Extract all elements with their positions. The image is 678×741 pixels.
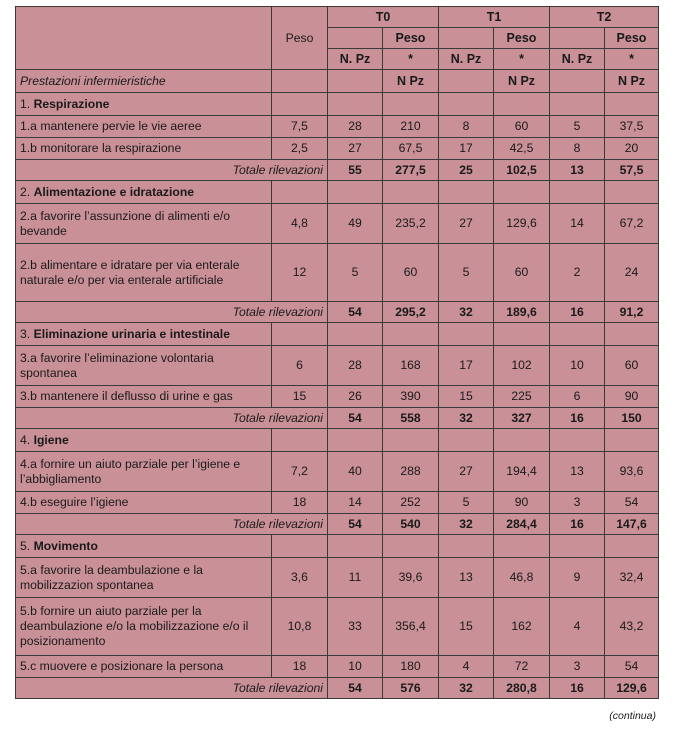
item-value: 90 — [605, 386, 659, 408]
item-label: 2.a favorire l’assunzione di alimenti e/o bevande — [16, 204, 272, 244]
total-label: Totale rilevazioni — [16, 678, 328, 699]
table-row — [16, 386, 659, 408]
item-value: 356,4 — [383, 598, 439, 656]
item-value: 6 — [550, 386, 605, 408]
item-peso: 18 — [272, 492, 328, 514]
empty-cell — [550, 535, 605, 558]
header-empty-cell — [328, 70, 383, 93]
empty-cell — [550, 181, 605, 204]
total-label: Totale rilevazioni — [16, 514, 328, 535]
item-value: 235,2 — [383, 204, 439, 244]
item-value: 8 — [439, 116, 494, 138]
total-row — [16, 302, 659, 323]
header-star-label: * — [383, 49, 439, 70]
table-row — [16, 204, 659, 244]
empty-cell — [383, 535, 439, 558]
item-value: 27 — [439, 452, 494, 492]
item-value: 3 — [550, 492, 605, 514]
empty-cell — [439, 535, 494, 558]
item-peso: 12 — [272, 244, 328, 302]
total-label: Totale rilevazioni — [16, 302, 328, 323]
item-value: 13 — [550, 452, 605, 492]
total-value: 54 — [328, 514, 383, 535]
item-value: 5 — [328, 244, 383, 302]
total-value: 54 — [328, 678, 383, 699]
header-empty-cell — [328, 28, 383, 49]
item-value: 129,6 — [494, 204, 550, 244]
empty-cell — [328, 429, 383, 452]
empty-cell — [383, 429, 439, 452]
header-t2: T2 — [550, 7, 659, 28]
table-row — [16, 138, 659, 160]
item-peso: 18 — [272, 656, 328, 678]
section-title-text: Eliminazione urinaria e intestinale — [33, 326, 230, 341]
item-value: 67,5 — [383, 138, 439, 160]
total-value: 16 — [550, 302, 605, 323]
total-value: 32 — [439, 408, 494, 429]
total-value: 32 — [439, 302, 494, 323]
item-value: 39,6 — [383, 558, 439, 598]
empty-cell — [383, 181, 439, 204]
item-value: 14 — [328, 492, 383, 514]
empty-cell — [272, 535, 328, 558]
header-peso-label: Peso — [605, 28, 659, 49]
header-empty-cell — [439, 70, 494, 93]
section-number: 3. — [20, 326, 31, 341]
item-value: 49 — [328, 204, 383, 244]
empty-cell — [272, 429, 328, 452]
header-peso-label: Peso — [383, 28, 439, 49]
empty-cell — [272, 93, 328, 116]
header-star-label: * — [605, 49, 659, 70]
empty-cell — [494, 535, 550, 558]
section-row — [16, 535, 659, 558]
item-label: 5.b fornire un aiuto parziale per la deambulazione e/o la mobilizzazione e/o il posizionamento — [16, 598, 272, 656]
empty-cell — [605, 323, 659, 346]
total-value: 189,6 — [494, 302, 550, 323]
total-value: 57,5 — [605, 160, 659, 181]
table-row — [16, 598, 659, 656]
total-value: 55 — [328, 160, 383, 181]
header-t0: T0 — [328, 7, 439, 28]
empty-cell — [439, 323, 494, 346]
item-value: 60 — [383, 244, 439, 302]
item-value: 9 — [550, 558, 605, 598]
empty-cell — [383, 93, 439, 116]
total-value: 147,6 — [605, 514, 659, 535]
empty-cell — [550, 429, 605, 452]
total-value: 16 — [550, 514, 605, 535]
item-value: 13 — [439, 558, 494, 598]
total-value: 150 — [605, 408, 659, 429]
item-value: 60 — [494, 116, 550, 138]
item-value: 54 — [605, 656, 659, 678]
item-label: 1.b monitorare la respirazione — [16, 138, 272, 160]
item-value: 225 — [494, 386, 550, 408]
header-npz-unit: N Pz — [494, 70, 550, 93]
section-number: 1. — [20, 96, 31, 111]
total-value: 54 — [328, 408, 383, 429]
section-row — [16, 93, 659, 116]
header-npz-unit: N Pz — [605, 70, 659, 93]
item-value: 4 — [550, 598, 605, 656]
item-peso: 3,6 — [272, 558, 328, 598]
total-row — [16, 408, 659, 429]
item-value: 37,5 — [605, 116, 659, 138]
total-value: 327 — [494, 408, 550, 429]
total-value: 295,2 — [383, 302, 439, 323]
empty-cell — [494, 429, 550, 452]
empty-cell — [328, 323, 383, 346]
empty-cell — [494, 93, 550, 116]
item-peso: 2,5 — [272, 138, 328, 160]
section-title-text: Movimento — [33, 538, 98, 553]
section-title — [16, 181, 272, 204]
total-value: 129,6 — [605, 678, 659, 699]
item-value: 27 — [439, 204, 494, 244]
header-corner — [16, 7, 272, 70]
item-value: 26 — [328, 386, 383, 408]
empty-cell — [383, 323, 439, 346]
item-value: 42,5 — [494, 138, 550, 160]
total-value: 558 — [383, 408, 439, 429]
item-value: 5 — [439, 244, 494, 302]
section-row — [16, 181, 659, 204]
item-value: 93,6 — [605, 452, 659, 492]
item-value: 10 — [550, 346, 605, 386]
table-row — [16, 116, 659, 138]
empty-cell — [605, 535, 659, 558]
item-value: 72 — [494, 656, 550, 678]
table-row — [16, 346, 659, 386]
header-empty-cell — [439, 28, 494, 49]
table-row — [16, 244, 659, 302]
section-number: 5. — [20, 538, 31, 553]
total-value: 91,2 — [605, 302, 659, 323]
empty-cell — [328, 535, 383, 558]
empty-cell — [605, 93, 659, 116]
row-label-prestazioni: Prestazioni infermieristiche — [16, 70, 272, 93]
item-value: 288 — [383, 452, 439, 492]
item-peso: 6 — [272, 346, 328, 386]
total-value: 32 — [439, 514, 494, 535]
item-value: 162 — [494, 598, 550, 656]
empty-cell — [328, 181, 383, 204]
item-value: 3 — [550, 656, 605, 678]
item-value: 194,4 — [494, 452, 550, 492]
table-row — [16, 492, 659, 514]
item-value: 17 — [439, 346, 494, 386]
item-peso: 10,8 — [272, 598, 328, 656]
item-label: 5.c muovere e posizionare la persona — [16, 656, 272, 678]
section-title-text: Respirazione — [33, 96, 110, 111]
header-t1: T1 — [439, 7, 550, 28]
total-label: Totale rilevazioni — [16, 408, 328, 429]
item-value: 15 — [439, 386, 494, 408]
item-label: 4.b eseguire l’igiene — [16, 492, 272, 514]
item-label: 3.b mantenere il deflusso di urine e gas — [16, 386, 272, 408]
section-number: 4. — [20, 432, 31, 447]
item-value: 32,4 — [605, 558, 659, 598]
header-peso: Peso — [272, 7, 328, 70]
header-empty-cell — [550, 28, 605, 49]
total-row — [16, 678, 659, 699]
total-value: 16 — [550, 678, 605, 699]
section-title — [16, 429, 272, 452]
header-npz-unit: N Pz — [383, 70, 439, 93]
empty-cell — [439, 181, 494, 204]
table-row — [16, 558, 659, 598]
header-empty-cell — [550, 70, 605, 93]
total-row — [16, 160, 659, 181]
item-value: 17 — [439, 138, 494, 160]
header-npz-label: N. Pz — [439, 49, 494, 70]
item-value: 252 — [383, 492, 439, 514]
section-row — [16, 323, 659, 346]
section-row — [16, 429, 659, 452]
item-value: 5 — [550, 116, 605, 138]
header-peso-label: Peso — [494, 28, 550, 49]
total-value: 32 — [439, 678, 494, 699]
item-value: 14 — [550, 204, 605, 244]
section-title-text: Alimentazione e idratazione — [33, 184, 195, 199]
item-label: 1.a mantenere pervie le vie aeree — [16, 116, 272, 138]
total-value: 284,4 — [494, 514, 550, 535]
empty-cell — [605, 181, 659, 204]
item-value: 90 — [494, 492, 550, 514]
section-title — [16, 535, 272, 558]
empty-cell — [328, 93, 383, 116]
header-npz-label: N. Pz — [550, 49, 605, 70]
table-row — [16, 452, 659, 492]
item-value: 4 — [439, 656, 494, 678]
item-value: 11 — [328, 558, 383, 598]
item-value: 102 — [494, 346, 550, 386]
item-value: 8 — [550, 138, 605, 160]
item-value: 43,2 — [605, 598, 659, 656]
item-value: 67,2 — [605, 204, 659, 244]
item-peso: 4,8 — [272, 204, 328, 244]
item-value: 210 — [383, 116, 439, 138]
total-label: Totale rilevazioni — [16, 160, 328, 181]
empty-cell — [550, 93, 605, 116]
continue-note: (continua) — [609, 710, 656, 722]
empty-cell — [439, 93, 494, 116]
section-number: 2. — [20, 184, 31, 199]
empty-cell — [605, 429, 659, 452]
header-npz-label: N. Pz — [328, 49, 383, 70]
item-value: 28 — [328, 346, 383, 386]
header-star-label: * — [494, 49, 550, 70]
item-label: 5.a favorire la deambulazione e la mobilizzazion spontanea — [16, 558, 272, 598]
item-value: 5 — [439, 492, 494, 514]
total-value: 16 — [550, 408, 605, 429]
item-value: 180 — [383, 656, 439, 678]
total-value: 540 — [383, 514, 439, 535]
item-value: 28 — [328, 116, 383, 138]
empty-cell — [550, 323, 605, 346]
section-title — [16, 93, 272, 116]
item-value: 46,8 — [494, 558, 550, 598]
header-empty-cell — [272, 70, 328, 93]
total-value: 576 — [383, 678, 439, 699]
total-value: 280,8 — [494, 678, 550, 699]
item-peso: 7,5 — [272, 116, 328, 138]
item-value: 168 — [383, 346, 439, 386]
total-value: 25 — [439, 160, 494, 181]
item-label: 2.b alimentare e idratare per via enterale naturale e/o per via enterale artificiale — [16, 244, 272, 302]
item-label: 4.a fornire un aiuto parziale per l’igiene e l’abbigliamento — [16, 452, 272, 492]
total-value: 277,5 — [383, 160, 439, 181]
item-peso: 7,2 — [272, 452, 328, 492]
nursing-workload-table — [15, 6, 659, 699]
item-value: 60 — [605, 346, 659, 386]
item-value: 24 — [605, 244, 659, 302]
empty-cell — [272, 323, 328, 346]
total-value: 54 — [328, 302, 383, 323]
item-value: 10 — [328, 656, 383, 678]
item-value: 20 — [605, 138, 659, 160]
item-value: 54 — [605, 492, 659, 514]
table-row — [16, 656, 659, 678]
empty-cell — [439, 429, 494, 452]
item-value: 40 — [328, 452, 383, 492]
item-label: 3.a favorire l’eliminazione volontaria spontanea — [16, 346, 272, 386]
empty-cell — [494, 323, 550, 346]
item-peso: 15 — [272, 386, 328, 408]
item-value: 33 — [328, 598, 383, 656]
section-title-text: Igiene — [33, 432, 69, 447]
total-value: 102,5 — [494, 160, 550, 181]
total-value: 13 — [550, 160, 605, 181]
item-value: 60 — [494, 244, 550, 302]
item-value: 2 — [550, 244, 605, 302]
empty-cell — [494, 181, 550, 204]
total-row — [16, 514, 659, 535]
empty-cell — [272, 181, 328, 204]
item-value: 15 — [439, 598, 494, 656]
section-title — [16, 323, 272, 346]
item-value: 27 — [328, 138, 383, 160]
item-value: 390 — [383, 386, 439, 408]
